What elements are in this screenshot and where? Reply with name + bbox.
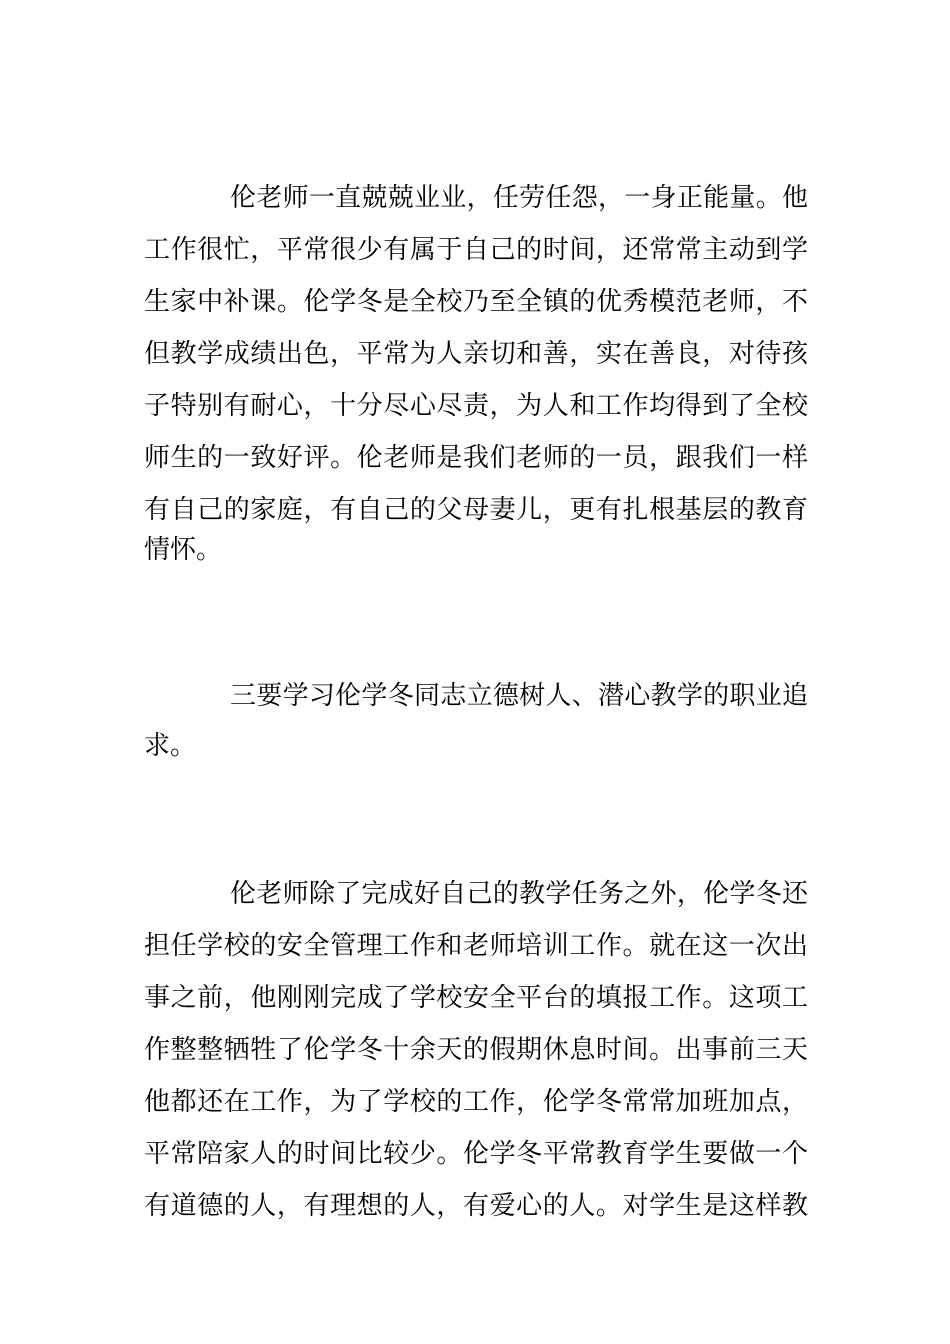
paragraph-1-line-7: 有自己的家庭，有自己的父母妻儿，更有扎根基层的教育 [144, 495, 808, 525]
paragraph-1-line-2: 工作很忙，平常很少有属于自己的时间，还常常主动到学 [144, 235, 808, 265]
paragraph-3-line-3: 事之前，他刚刚完成了学校安全平台的填报工作。这项工 [144, 983, 808, 1013]
paragraph-3-line-7: 有道德的人，有理想的人，有爱心的人。对学生是这样教 [144, 1191, 808, 1221]
paragraph-1-line-4: 但教学成绩出色，平常为人亲切和善，实在善良，对待孩 [144, 339, 808, 369]
paragraph-3-line-1: 伦老师除了完成好自己的教学任务之外，伦学冬还 [230, 879, 808, 909]
paragraph-1-line-1: 伦老师一直兢兢业业，任劳任怨，一身正能量。他 [230, 183, 808, 213]
paragraph-2-line-2: 求。 [144, 731, 197, 761]
paragraph-1-line-5: 子特别有耐心，十分尽心尽责，为人和工作均得到了全校 [144, 391, 808, 421]
paragraph-2-line-1: 三要学习伦学冬同志立德树人、潜心教学的职业追 [230, 681, 808, 711]
paragraph-3-line-4: 作整整牺牲了伦学冬十余天的假期休息时间。出事前三天 [144, 1035, 808, 1065]
paragraph-3-line-6: 平常陪家人的时间比较少。伦学冬平常教育学生要做一个 [144, 1139, 808, 1169]
paragraph-3-line-5: 他都还在工作，为了学校的工作，伦学冬常常加班加点， [144, 1087, 808, 1117]
paragraph-1-line-8: 情怀。 [144, 535, 223, 565]
paragraph-3-line-2: 担任学校的安全管理工作和老师培训工作。就在这一次出 [144, 931, 808, 961]
paragraph-1-line-3: 生家中补课。伦学冬是全校乃至全镇的优秀模范老师，不 [144, 287, 808, 317]
paragraph-1-line-6: 师生的一致好评。伦老师是我们老师的一员，跟我们一样 [144, 443, 808, 473]
